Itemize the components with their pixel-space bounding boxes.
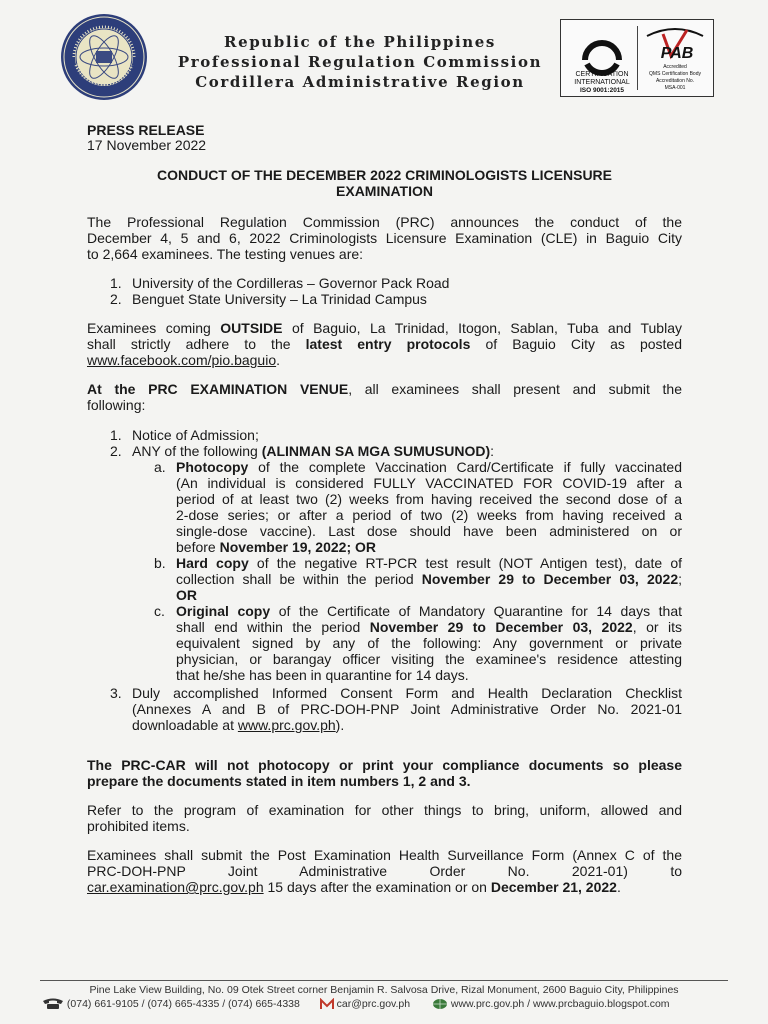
globe-icon <box>432 998 448 1010</box>
header-line-region: Cordillera Administrative Region <box>195 73 525 91</box>
sub-a-line-1 <box>176 459 682 475</box>
venue-item: Benguet State University – La Trinidad Campus <box>132 291 427 307</box>
requirement-number: 1. <box>110 427 122 443</box>
post-line-2: PRC-DOH-PNP Joint Administrative Order No. 2021-01) to <box>87 863 682 879</box>
sub-b-line-1 <box>176 555 682 571</box>
footer-phones: (074) 661-9105 / (074) 665-4335 / (074) 665-4338 <box>66 998 300 1011</box>
intro-line-3: to 2,664 examinees. The testing venues are: <box>87 246 364 262</box>
requirement-number: 3. <box>110 685 122 701</box>
release-title-line-2: EXAMINATION <box>336 183 433 199</box>
requirement-number: 2. <box>110 443 122 459</box>
sub-c-line-3: equivalent signed by any of the following: Any government or private <box>176 635 682 651</box>
outside-emphasis: OUTSIDE <box>220 320 283 336</box>
sub-a-line-4: 2-dose series; or after a period of two (2) weeks from having received a <box>176 507 682 523</box>
pab-line-1: Accredited <box>663 64 687 70</box>
post-text: 15 days after the examination or on <box>263 879 491 895</box>
outside-text: Examinees coming <box>87 320 221 336</box>
prc-website-link[interactable]: www.prc.gov.ph <box>237 717 336 733</box>
req3-line-3 <box>132 717 344 733</box>
footer-divider <box>40 980 728 981</box>
notice-line-2: prepare the documents stated in item numbers 1, 2 and 3. <box>87 773 471 789</box>
venue-number: 2. <box>110 291 122 307</box>
post-text: . <box>616 879 621 895</box>
outside-text: of Baguio, La Trinidad, Itogon, Sablan, Tuba and Tublay <box>282 320 682 336</box>
sub-c-line-5: that he/she has been in quarantine for 14 days. <box>176 667 469 683</box>
sub-c-text: , or its <box>632 619 682 635</box>
req3-text: ). <box>335 717 345 733</box>
outside-line-1 <box>87 320 682 336</box>
pab-mark: PAB <box>660 45 694 62</box>
requirement-item: Notice of Admission; <box>132 427 259 443</box>
quarantine-period-emphasis: November 29 to December 03, 2022 <box>369 619 633 635</box>
cert-label-2: INTERNATIONAL <box>574 79 630 86</box>
post-line-3 <box>87 879 621 895</box>
sub-c-text: shall end within the period <box>176 619 370 635</box>
pab-line-4: MSA-001 <box>664 85 686 91</box>
notice-line-1: The PRC-CAR will not photocopy or print your compliance documents so please <box>87 757 682 773</box>
press-release-date: 17 November 2022 <box>87 137 207 153</box>
submission-deadline-emphasis: December 21, 2022 <box>490 879 617 895</box>
sub-item-letter: c. <box>154 603 165 619</box>
requirement-emphasis: (ALINMAN SA MGA SUMUSUNOD) <box>261 443 491 459</box>
pab-accreditation-logo <box>641 24 709 94</box>
venue-req-line-1 <box>87 381 682 397</box>
venue-number: 1. <box>110 275 122 291</box>
venue-item: University of the Cordilleras – Governor Pack Road <box>132 275 450 291</box>
requirement-text: ANY of the following <box>132 443 262 459</box>
cert-label-1: CERTIFICATION <box>575 71 629 78</box>
sub-c-text: of the Certificate of Mandatory Quarantine for 14 days that <box>270 603 682 619</box>
phone-icon <box>42 998 64 1010</box>
press-release-label: PRESS RELEASE <box>87 122 205 138</box>
sub-c-line-2 <box>176 619 682 635</box>
cert-label-3: ISO 9001:2015 <box>579 87 625 94</box>
certification-box <box>560 19 714 97</box>
outside-line-3 <box>87 352 280 368</box>
sub-a-line-2: (An individual is considered FULLY VACCINATED FOR COVID-19 after a <box>176 475 682 491</box>
sub-item-letter: b. <box>154 555 166 571</box>
sub-b-text: ; <box>678 571 682 587</box>
post-line-1: Examinees shall submit the Post Examination Health Surveillance Form (Annex C of the <box>87 847 682 863</box>
sub-item-letter: a. <box>154 459 166 475</box>
header-line-commission: Professional Regulation Commission <box>177 53 543 71</box>
venue-req-emphasis: At the PRC EXAMINATION VENUE <box>87 381 349 397</box>
pab-line-3: Accreditation No. <box>655 78 695 84</box>
agency-header <box>175 32 545 92</box>
sub-c-line-4: physician, or barangay officer visiting the examinee's residence attesting <box>176 651 682 667</box>
outside-text: shall strictly adhere to the <box>87 336 306 352</box>
pab-line-2: QMS Certification Body <box>649 71 701 77</box>
requirement-text: : <box>490 443 494 459</box>
photocopy-emphasis: Photocopy <box>176 459 249 475</box>
requirement-item <box>132 443 494 459</box>
ci-certification-logo <box>567 24 637 94</box>
exam-email-link[interactable]: car.examination@prc.gov.ph <box>87 879 264 895</box>
refer-line-1: Refer to the program of examination for other things to bring, uniform, allowed and <box>87 802 682 818</box>
footer-contacts <box>42 998 670 1010</box>
sub-c-line-1 <box>176 603 682 619</box>
venue-req-text: , all examinees shall present and submit the <box>348 381 682 397</box>
prc-seal-icon <box>60 13 148 101</box>
sub-b-text: of the negative RT-PCR test result (NOT Antigen test), date of <box>248 555 682 571</box>
sub-b-line-2 <box>176 571 682 587</box>
footer-address: Pine Lake View Building, No. 09 Otek Street corner Benjamin R. Salvosa Drive, Rizal Monument, 2600 Baguio City, Philippines <box>89 984 679 996</box>
intro-line-1: The Professional Regulation Commission (PRC) announces the conduct of the <box>87 214 682 230</box>
original-copy-emphasis: Original copy <box>176 603 271 619</box>
header-line-republic: Republic of the Philippines <box>224 33 496 51</box>
req3-line-2: (Annexes A and B of PRC-DOH-PNP Joint Administrative Order No. 2021-01 <box>132 701 682 717</box>
outside-text: of Baguio City as posted <box>470 336 682 352</box>
venue-req-line-2: following: <box>87 397 146 413</box>
hard-copy-emphasis: Hard copy <box>176 555 249 571</box>
facebook-link[interactable]: www.facebook.com/pio.baguio <box>87 352 277 368</box>
req3-text: downloadable at <box>132 717 238 733</box>
intro-line-2: December 4, 5 and 6, 2022 Criminologists Licensure Examination (CLE) in Baguio City <box>87 230 682 246</box>
rtpcr-period-emphasis: November 29 to December 03, 2022 <box>421 571 679 587</box>
sub-a-line-5: single-dose vaccine). Last dose should have been administered on or <box>176 523 682 539</box>
footer-web[interactable]: www.prc.gov.ph / www.prcbaguio.blogspot.com <box>450 998 670 1011</box>
footer-email[interactable]: car@prc.gov.ph <box>336 998 411 1011</box>
vaccine-deadline-emphasis: November 19, 2022; OR <box>219 539 376 555</box>
email-icon <box>320 998 334 1010</box>
sub-b-line-3: OR <box>176 587 197 603</box>
outside-line-2 <box>87 336 682 352</box>
outside-end: . <box>276 352 280 368</box>
sub-a-text: before <box>176 539 220 555</box>
req3-line-1: Duly accomplished Informed Consent Form and Health Declaration Checklist <box>132 685 682 701</box>
sub-a-line-3: period of at least two (2) weeks from having received the second dose of a <box>176 491 682 507</box>
sub-b-text: collection shall be within the period <box>176 571 422 587</box>
sub-a-text: of the complete Vaccination Card/Certificate if fully vaccinated <box>248 459 682 475</box>
sub-a-line-6 <box>176 539 376 555</box>
release-title-line-1: CONDUCT OF THE DECEMBER 2022 CRIMINOLOGISTS LICENSURE <box>156 167 613 183</box>
entry-protocols-emphasis: latest entry protocols <box>305 336 471 352</box>
refer-line-2: prohibited items. <box>87 818 190 834</box>
cert-divider <box>637 26 638 90</box>
